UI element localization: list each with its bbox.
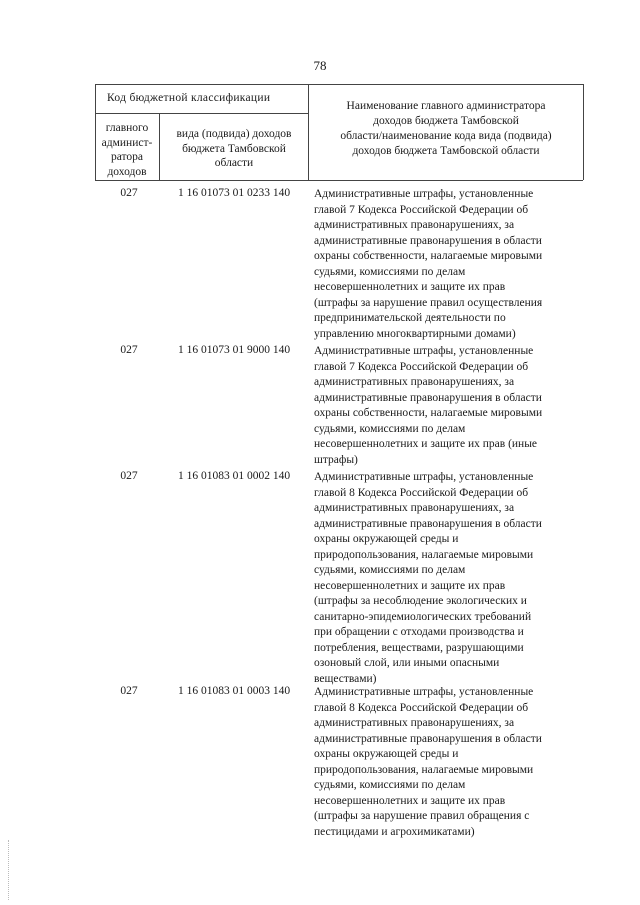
description-line: управлению многоквартирными домами) (314, 327, 516, 340)
budget-code: 1 16 01073 01 0233 140 (177, 187, 291, 199)
header-group-rule (95, 113, 308, 114)
table-top-rule (95, 84, 583, 85)
description-line: главой 8 Кодекса Российской Федерации об (314, 486, 529, 499)
header-name-line: области/наименование кода вида (подвида) (340, 130, 552, 142)
description-line: судьями, комиссиями по делам (314, 422, 466, 435)
admin-code: 027 (120, 685, 138, 697)
description-line: административные правонарушения в области (314, 391, 542, 404)
description-line: (штрафы за нарушение правил осуществления (314, 296, 543, 309)
row-description (314, 187, 586, 342)
description-line: административные правонарушения в области (314, 517, 542, 530)
description-line: веществами) (314, 672, 377, 685)
description-line: при обращении с отходами производства и (314, 626, 524, 638)
description-line: судьями, комиссиями по делам (314, 265, 466, 278)
budget-code: 1 16 01083 01 0002 140 (177, 470, 291, 482)
header-name-column (309, 99, 583, 159)
description-line: административных правонарушениях, за (314, 717, 515, 729)
header-code-line: бюджета Тамбовской (182, 142, 286, 155)
description-line: пестицидами и агрохимикатами) (314, 825, 475, 838)
admin-code: 027 (120, 187, 138, 199)
description-line: главой 7 Кодекса Российской Федерации об (314, 360, 529, 373)
description-line: озоновый слой, или иными опасными (314, 657, 500, 669)
header-admin-line: доходов (107, 165, 147, 178)
description-line: административные правонарушения в области (314, 732, 542, 745)
description-line: (штрафы за нарушение правил обращения с (314, 810, 530, 822)
header-group-title: Код бюджетной классификации (107, 92, 271, 104)
admin-code: 027 (120, 344, 138, 356)
description-line: санитарно-эпидемиологических требований (314, 610, 532, 623)
row-description (314, 470, 586, 687)
description-line: судьями, комиссиями по делам (314, 564, 466, 576)
admin-code: 027 (120, 470, 138, 482)
header-bottom-rule (95, 180, 583, 181)
description-line: главой 7 Кодекса Российской Федерации об (314, 203, 529, 216)
description-line: несовершеннолетних и защите их прав (иные (314, 438, 538, 450)
description-line: судьями, комиссиями по делам (314, 779, 466, 791)
description-line: несовершеннолетних и защите их прав (314, 794, 506, 807)
description-line: предпринимательской деятельности по (314, 312, 506, 324)
header-name-line: доходов бюджета Тамбовской (373, 115, 519, 127)
description-line: охраны собственности, налагаемые мировыми (314, 250, 543, 262)
description-line: Административные штрафы, установленные (314, 188, 534, 200)
page-number: 78 (313, 58, 327, 73)
scan-margin-mark (8, 840, 10, 900)
description-line: природопользования, налагаемые мировыми (314, 548, 534, 561)
description-line: несовершеннолетних и защите их прав (314, 579, 506, 592)
description-line: охраны окружающей среды и (314, 748, 459, 760)
header-name-line: доходов бюджета Тамбовской области (352, 145, 540, 157)
row-description (314, 344, 586, 468)
description-line: административных правонарушениях, за (314, 376, 515, 388)
header-code-line: области (214, 157, 254, 169)
row-description (314, 685, 586, 840)
description-line: административные правонарушения в области (314, 234, 542, 247)
header-admin-line: главного (105, 122, 149, 134)
table-right-border (583, 84, 584, 180)
description-line: (штрафы за несоблюдение экологических и (314, 595, 527, 607)
description-line: несовершеннолетних и защите их прав (314, 281, 506, 293)
header-admin-column (96, 121, 158, 179)
description-line: потребления, веществами, разрушающими (314, 641, 524, 654)
description-line: Административные штрафы, установленные (314, 345, 534, 357)
description-line: Административные штрафы, установленные (314, 686, 534, 698)
description-line: природопользования, налагаемые мировыми (314, 763, 534, 776)
header-admin-line: админист- (101, 136, 153, 149)
description-line: административных правонарушениях, за (314, 502, 515, 514)
header-code-column (160, 127, 308, 171)
header-name-line: Наименование главного администратора (346, 100, 546, 112)
description-line: Административные штрафы, установленные (314, 471, 534, 483)
description-line: охраны собственности, налагаемые мировыми (314, 407, 543, 419)
description-line: главой 8 Кодекса Российской Федерации об (314, 701, 529, 714)
header-admin-line: ратора (110, 151, 144, 163)
description-line: штрафы) (314, 453, 358, 466)
budget-code: 1 16 01083 01 0003 140 (177, 685, 291, 697)
description-line: административных правонарушениях, за (314, 219, 515, 231)
budget-code: 1 16 01073 01 9000 140 (177, 344, 291, 356)
header-code-line: вида (подвида) доходов (176, 128, 292, 140)
description-line: охраны окружающей среды и (314, 533, 459, 545)
